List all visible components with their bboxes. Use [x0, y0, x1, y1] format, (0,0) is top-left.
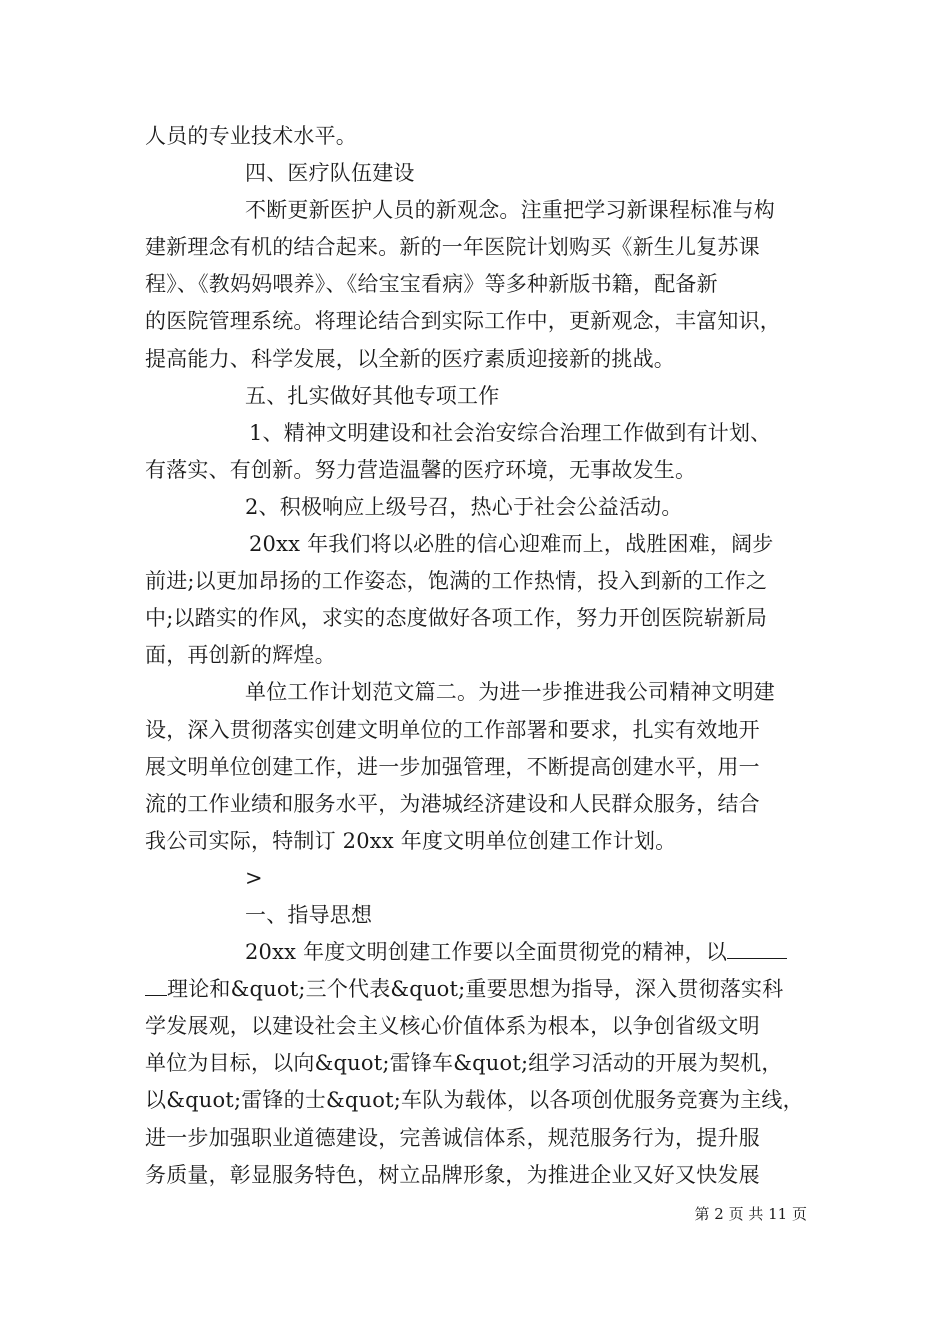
paragraph-line	[145, 971, 813, 1008]
paragraph-line: 务质量，彰显服务特色，树立品牌形象，为推进企业又好又快发展	[145, 1162, 760, 1187]
fill-in-blank	[145, 973, 167, 996]
paragraph-line: 前进;以更加昂扬的工作姿态，饱满的工作热情，投入到新的工作之	[145, 569, 768, 594]
section-heading: 一、指导思想	[245, 902, 373, 927]
paragraph-line	[145, 934, 813, 971]
paragraph-line: 有落实、有创新。努力营造温馨的医疗环境，无事故发生。	[145, 457, 697, 482]
paragraph-line: 2、积极响应上级号召，热心于社会公益活动。	[245, 494, 683, 519]
paragraph-line: 建新理念有机的结合起来。新的一年医院计划购买《新生儿复苏课	[145, 235, 760, 260]
paragraph-line: 1、精神文明建设和社会治安综合治理工作做到有计划、	[249, 420, 772, 445]
paragraph-text: 理论和&quot;三个代表&quot;重要思想为指导，深入贯彻落实科	[167, 977, 784, 1002]
paragraph-line: 20xx 年我们将以必胜的信心迎难而上，战胜困难，阔步	[249, 532, 774, 557]
section-heading: 五、扎实做好其他专项工作	[245, 383, 500, 408]
paragraph-line: 不断更新医护人员的新观念。注重把学习新课程标准与构	[245, 198, 775, 223]
fill-in-blank	[727, 936, 787, 959]
paragraph-line: 我公司实际，特制订 20xx 年度文明单位创建工作计划。	[145, 828, 677, 853]
paragraph-line: 进一步加强职业道德建设，完善诚信体系，规范服务行为，提升服	[145, 1125, 760, 1150]
chevron-marker: >	[245, 865, 263, 890]
paragraph-line: 的医院管理系统。将理论结合到实际工作中，更新观念，丰富知识，	[145, 309, 781, 334]
paragraph-line: 流的工作业绩和服务水平，为港城经济建设和人民群众服务，结合	[145, 791, 760, 816]
paragraph-line: 单位工作计划范文篇二。为进一步推进我公司精神文明建	[245, 680, 775, 705]
page-number-footer: 第 2 页 共 11 页	[694, 1205, 807, 1223]
paragraph-line: 面，再创新的辉煌。	[145, 643, 336, 668]
paragraph-line: 中;以踏实的作风，求实的态度做好各项工作，努力开创医院崭新局	[145, 606, 768, 631]
paragraph-line: 展文明单位创建工作，进一步加强管理，不断提高创建水平，用一	[145, 754, 760, 779]
paragraph-line: 人员的专业技术水平。	[145, 124, 357, 148]
section-heading: 四、医疗队伍建设	[245, 161, 415, 186]
paragraph-line: 提高能力、科学发展，以全新的医疗素质迎接新的挑战。	[145, 346, 675, 371]
document-body	[145, 118, 813, 1194]
paragraph-line: 以&quot;雷锋的士&quot;车队为载体，以各项创优服务竞赛为主线，	[145, 1088, 804, 1113]
paragraph-line: 设，深入贯彻落实创建文明单位的工作部署和要求，扎实有效地开	[145, 717, 760, 742]
paragraph-text: 20xx 年度文明创建工作要以全面贯彻党的精神，以	[245, 940, 728, 965]
paragraph-line: 程》、《教妈妈喂养》、《给宝宝看病》等多种新版书籍，配备新	[145, 272, 718, 297]
paragraph-line: 单位为目标，以向&quot;雷锋车&quot;组学习活动的开展为契机，	[145, 1051, 783, 1076]
paragraph-line: 学发展观，以建设社会主义核心价值体系为根本，以争创省级文明	[145, 1014, 760, 1039]
